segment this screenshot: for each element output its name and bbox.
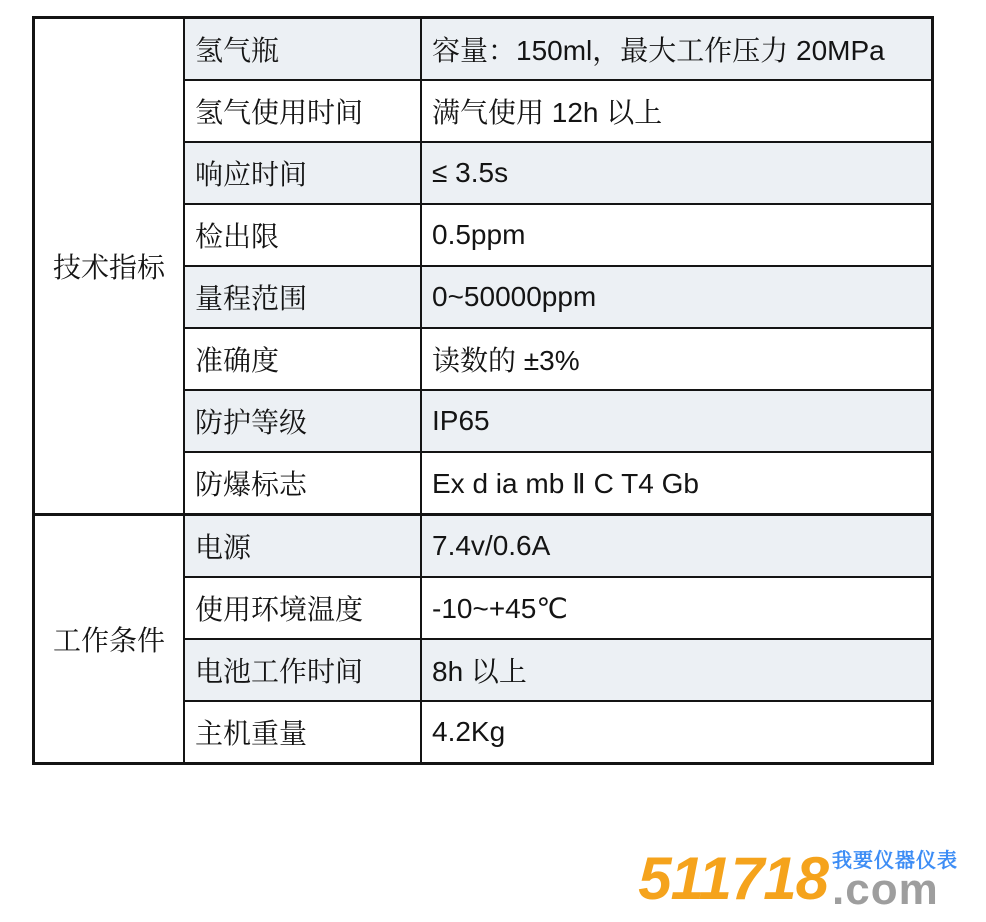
spec-label: 响应时间 (184, 142, 421, 204)
spec-label: 防爆标志 (184, 452, 421, 515)
spec-value: 容量：150ml，最大工作压力 20MPa (421, 18, 933, 81)
group-cell-working-conditions: 工作条件 (34, 515, 185, 764)
spec-label: 准确度 (184, 328, 421, 390)
spec-value: 0~50000ppm (421, 266, 933, 328)
spec-label: 主机重量 (184, 701, 421, 764)
spec-value: IP65 (421, 390, 933, 452)
spec-value: 4.2Kg (421, 701, 933, 764)
watermark-tagline: 我要仪器仪表 (832, 850, 958, 872)
spec-label: 电池工作时间 (184, 639, 421, 701)
watermark-right-block (832, 850, 958, 914)
watermark-domain: .com (832, 865, 939, 914)
spec-label: 氢气瓶 (184, 18, 421, 81)
spec-label: 电源 (184, 515, 421, 578)
spec-value: 7.4v/0.6A (421, 515, 933, 578)
spec-value: Ex d ia mb Ⅱ C T4 Gb (421, 452, 933, 515)
group-cell-technical-specs: 技术指标 (34, 18, 185, 515)
spec-label: 防护等级 (184, 390, 421, 452)
spec-value: 0.5ppm (421, 204, 933, 266)
spec-label: 检出限 (184, 204, 421, 266)
spec-table (32, 16, 934, 765)
spec-value: 8h 以上 (421, 639, 933, 701)
spec-value: -10~+45℃ (421, 577, 933, 639)
spec-row (34, 18, 933, 81)
spec-value: 读数的 ±3% (421, 328, 933, 390)
site-watermark-logo (638, 845, 958, 914)
spec-label: 氢气使用时间 (184, 80, 421, 142)
spec-value: 满气使用 12h 以上 (421, 80, 933, 142)
spec-label: 使用环境温度 (184, 577, 421, 639)
spec-row (34, 515, 933, 578)
spec-label: 量程范围 (184, 266, 421, 328)
spec-value: ≤ 3.5s (421, 142, 933, 204)
watermark-number: 511718 (638, 845, 828, 913)
